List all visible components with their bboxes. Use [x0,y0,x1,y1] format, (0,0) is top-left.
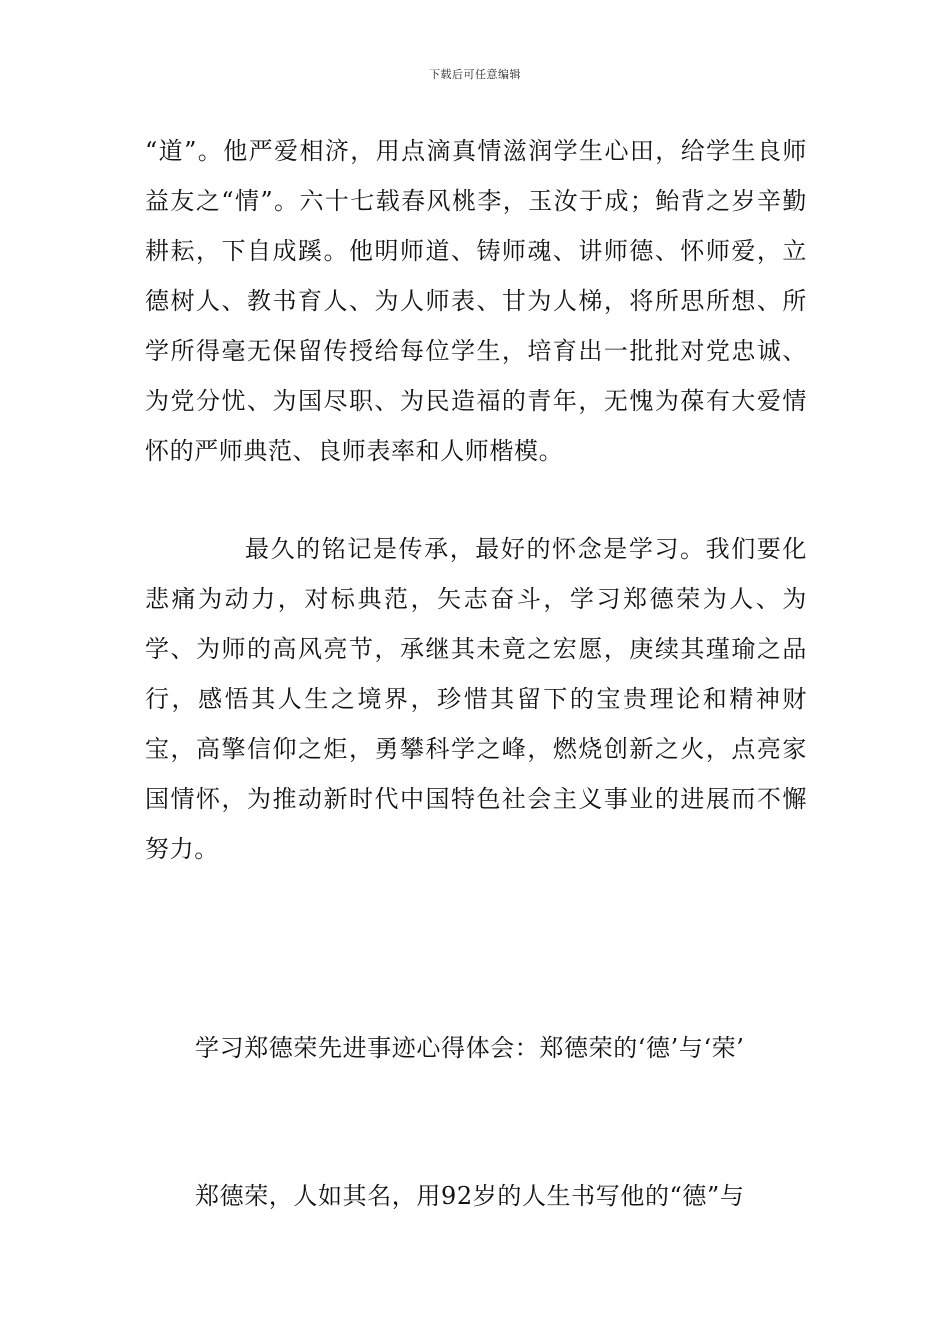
body-paragraph: 最久的铭记是传承，最好的怀念是学习。我们要化悲痛为动力，对标典范，矢志奋斗，学习郑德荣为人、为学、为师的高风亮节，承继其未竟之宏愿，庚续其瑾瑜之品行，感悟其人生之境界，珍惜其留下的宝贵理论和精神财宝，高擎信仰之炬，勇攀科学之峰，燃烧创新之火，点亮家国情怀，为推动新时代中国特色社会主义事业的进展而不懈努力。 [145,535,807,863]
body-paragraph: 郑德荣，人如其名，用92岁的人生书写他的“德”与 [195,1182,745,1210]
page-header: 下载后可任意编辑 [429,68,521,81]
body-paragraph: “道”。他严爱相济，用点滴真情滋润学生心田，给学生良师益友之“情”。六十七载春风桃李，玉汝于成；鲐背之岁辛勤耕耘，下自成蹊。他明师道、铸师魂、讲师德、怀师爱，立德树人、教书育人、为人师表、甘为人梯，将所思所想、所学所得毫无保留传授给每位学生，培育出一批批对党忠诚、为党分忧、为国尽职、为民造福的青年，无愧为葆有大爱情怀的严师典范、良师表率和人师楷模。 [145,137,807,465]
section-title: 学习郑德荣先进事迹心得体会：郑德荣的‘德’与‘荣’ [195,1034,745,1062]
